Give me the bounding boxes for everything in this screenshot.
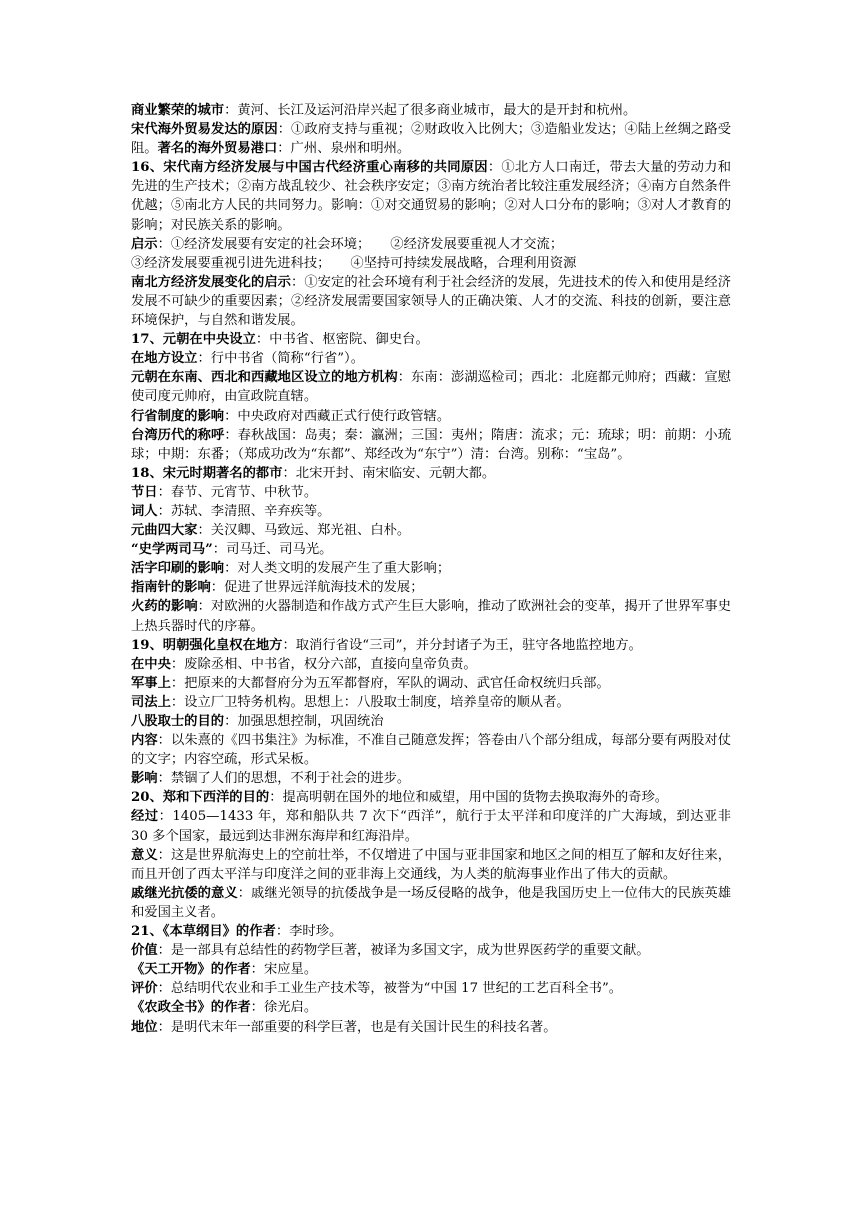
body-text: ：①北方人口南迁，带去大量的劳动力和先进的生产技术；②南方战乱较少、社会秩序安定；③南方统治者比较注重发展经济；④南方自然条件优越；⑤南北方人民的共同努力。影响：①对交通贸易的影响；②对人口分布的影响；③对人才教育的影响；对民族关系的影响。: [131, 160, 731, 233]
body-text: ：宋应星。: [250, 962, 318, 978]
paragraph: [131, 597, 731, 635]
body-text: ：对人类文明的发展产生了重大影响；: [224, 561, 451, 577]
body-text: ：春秋战国：岛夷；秦：瀛洲；三国：夷州；隋唐：流求；元：琉球；明：前期：小琉球；中期：东番；（郑成功改为“东都”、郑经改为“东宁”）清：台湾。别称：“宝岛”。: [131, 427, 732, 462]
bold-heading: 八股取士的目的: [131, 714, 225, 729]
paragraph: [131, 693, 731, 712]
body-text: ：对欧洲的火器制造和作战方式产生巨大影响，推动了欧洲社会的变革，揭开了世界军事史上热兵器时代的序幕。: [131, 599, 731, 634]
bold-heading: 16、宋代南方经济发展与中国古代经济重心南移的共同原因: [131, 160, 488, 176]
bold-heading: 火药的影响: [131, 599, 198, 615]
paragraph: [131, 731, 731, 769]
paragraph: [131, 521, 731, 540]
bold-heading: 《天工开物》的作者: [131, 962, 251, 978]
paragraph: [131, 464, 731, 483]
body-text: ：东南：澎湖巡检司；西北：北庭都元帅府；西藏：宣慰使司度元帅府，由宣政院直辖。: [131, 370, 732, 405]
paragraph: [131, 254, 731, 273]
bold-heading: 价值: [131, 943, 158, 959]
paragraph: [131, 884, 731, 922]
body-text: ：中央政府对西藏正式行使行政管辖。: [224, 408, 451, 424]
bold-heading: 司法上: [131, 694, 171, 710]
paragraph: [131, 674, 731, 693]
paragraph: [131, 502, 731, 521]
body-text: ③经济发展要重视引进先进科技； ④坚持可持续发展战略，合理利用资源: [131, 255, 577, 271]
paragraph: [131, 807, 731, 845]
bold-heading: 《农政全书》的作者: [131, 1000, 251, 1016]
bold-heading: 节日: [131, 484, 158, 500]
paragraph: [131, 979, 731, 998]
bold-heading: 元曲四大家: [131, 523, 198, 539]
bold-heading: “史学两司马”: [131, 542, 213, 558]
body-text: ：加强思想控制，巩固统治: [224, 714, 384, 729]
bold-heading: 20、郑和下西洋的目的: [131, 790, 270, 806]
paragraph: [131, 655, 731, 674]
paragraph: [131, 101, 731, 120]
paragraph: [131, 540, 731, 559]
body-text: ：总结明代农业和手工业生产技术等，被誉为“中国 17 世纪的工艺百科全书”。: [157, 981, 623, 997]
body-text: ：提高明朝在国外的地位和威望，用中国的货物去换取海外的奇珍。: [269, 790, 669, 806]
paragraph: [131, 922, 731, 941]
body-text: ：关汉卿、马致远、郑光祖、白朴。: [197, 523, 411, 539]
paragraph: [131, 998, 731, 1017]
bold-heading: 影响: [131, 771, 158, 787]
paragraph: [131, 578, 731, 597]
paragraph: [131, 636, 731, 655]
bold-heading: 21、《本草纲目》的作者: [131, 924, 276, 940]
body-text: ：以朱熹的《四书集注》为标准，不准自己随意发挥；答卷由八个部分组成，每部分要有两股对仗的文字；内容空疏，形式呆板。: [131, 733, 732, 768]
paragraph: [131, 426, 731, 464]
paragraph: [131, 559, 731, 578]
bold-heading: 行省制度的影响: [131, 408, 225, 424]
bold-heading: 启示: [131, 236, 158, 252]
body-text: ：司马迁、司马光。: [212, 542, 333, 558]
paragraph: [131, 1018, 731, 1037]
bold-heading: 元朝在东南、西北和西藏地区设立的地方机构: [131, 370, 398, 386]
body-text: ：春节、元宵节、中秋节。: [157, 484, 318, 500]
paragraph: [131, 235, 731, 254]
body-text: ：取消行省设“三司”，并分封诸子为王，驻守各地监控地方。: [282, 637, 642, 653]
paragraph: [131, 846, 731, 884]
paragraph: [131, 330, 731, 349]
bold-heading: 19、明朝强化皇权在地方: [131, 637, 283, 653]
paragraph: [131, 120, 731, 158]
bold-heading: 18、宋元时期著名的都市: [131, 465, 283, 481]
paragraph: [131, 788, 731, 807]
bold-heading: 意义: [131, 847, 158, 863]
body-text: ：行中书省（简称“行省”）。: [197, 351, 364, 367]
paragraph: [131, 368, 731, 406]
body-text: ：苏轼、李清照、辛弃疾等。: [157, 503, 331, 519]
body-text: ：废除丞相、中书省，权分六部，直接向皇帝负责。: [170, 656, 477, 672]
body-text: ：促进了世界远洋航海技术的发展；: [210, 580, 424, 596]
body-text: ：①经济发展要有安定的社会环境； ②经济发展要重视人才交流；: [157, 236, 564, 252]
body-text: ：李时珍。: [275, 924, 343, 940]
body-text: ：①政府支持与重视；②财政收入比例大；③造船业发达；④陆上丝绸之路受阻。: [131, 122, 732, 157]
bold-heading: 军事上: [131, 675, 171, 691]
body-text: ：是明代末年一部重要的科学巨著，也是有关国计民生的科技名著。: [157, 1019, 557, 1035]
paragraph: [131, 960, 731, 979]
bold-heading: 戚继光抗倭的意义: [131, 885, 238, 901]
bold-heading: 宋代海外贸易发达的原因: [131, 122, 278, 138]
bold-heading: 词人: [131, 503, 158, 519]
body-text: ：广州、泉州和明州。: [277, 141, 411, 157]
body-text: ：设立厂卫特务机构。思想上：八股取士制度，培养皇帝的顺从者。: [170, 694, 570, 710]
paragraph: [131, 941, 731, 960]
body-text: ：1405—1433 年，郑和船队共 7 次下“西洋”，航行于太平洋和印度洋的广大海域，到达亚非 30 多个国家，最远到达非洲东海岸和红海沿岸。: [131, 809, 731, 844]
body-text: ：北宋开封、南宋临安、元朝大都。: [282, 465, 496, 481]
paragraph: [131, 769, 731, 788]
body-text: ：黄河、长江及运河沿岸兴起了很多商业城市，最大的是开封和杭州。: [224, 103, 637, 118]
bold-heading: 著名的海外贸易港口: [157, 141, 278, 157]
bold-heading: 活字印刷的影响: [131, 561, 225, 577]
body-text: ：把原来的大都督府分为五军都督府，军队的调动、武官任命权统归兵部。: [170, 675, 610, 691]
paragraph: [131, 349, 731, 368]
bold-heading: 南北方经济发展变化的启示: [131, 274, 292, 290]
body-text: ：禁锢了人们的思想，不利于社会的进步。: [157, 771, 411, 787]
bold-heading: 台湾历代的称呼: [131, 427, 225, 443]
bold-heading: 指南针的影响: [131, 580, 211, 596]
bold-heading: 评价: [131, 981, 158, 997]
bold-heading: 经过: [131, 809, 159, 825]
bold-heading: 17、元朝在中央设立: [131, 332, 256, 348]
document-page: [131, 101, 731, 1037]
bold-heading: 在中央: [131, 656, 171, 672]
body-text: ：中书省、枢密院、御史台。: [255, 332, 429, 348]
bold-heading: 在地方设立: [131, 351, 198, 367]
paragraph: [131, 273, 731, 330]
body-text: ：是一部具有总结性的药物学巨著，被译为多国文字，成为世界医药学的重要文献。: [157, 943, 650, 959]
paragraph: [131, 483, 731, 502]
body-text: ：徐光启。: [250, 1000, 318, 1016]
body-text: ：戚继光领导的抗倭战争是一场反侵略的战争，他是我国历史上一位伟大的民族英雄和爱国主义者。: [131, 885, 732, 920]
bold-heading: 商业繁荣的城市: [131, 103, 225, 118]
body-text: ：①安定的社会环境有利于社会经济的发展，先进技术的传入和使用是经济发展不可缺少的重要因素；②经济发展需要国家领导人的正确决策、人才的交流、科技的创新，要注意环境保护，与自然和谐发展。: [131, 274, 732, 329]
bold-heading: 内容: [131, 733, 158, 749]
bold-heading: 地位: [131, 1019, 158, 1035]
body-text: ：这是世界航海史上的空前壮举，不仅增进了中国与亚非国家和地区之间的相互了解和友好往来，而且开创了西太平洋与印度洋之间的亚非海上交通线，为人类的航海事业作出了伟大的贡献。: [131, 847, 732, 882]
paragraph: [131, 407, 731, 426]
paragraph: [131, 158, 731, 234]
paragraph: [131, 712, 731, 731]
